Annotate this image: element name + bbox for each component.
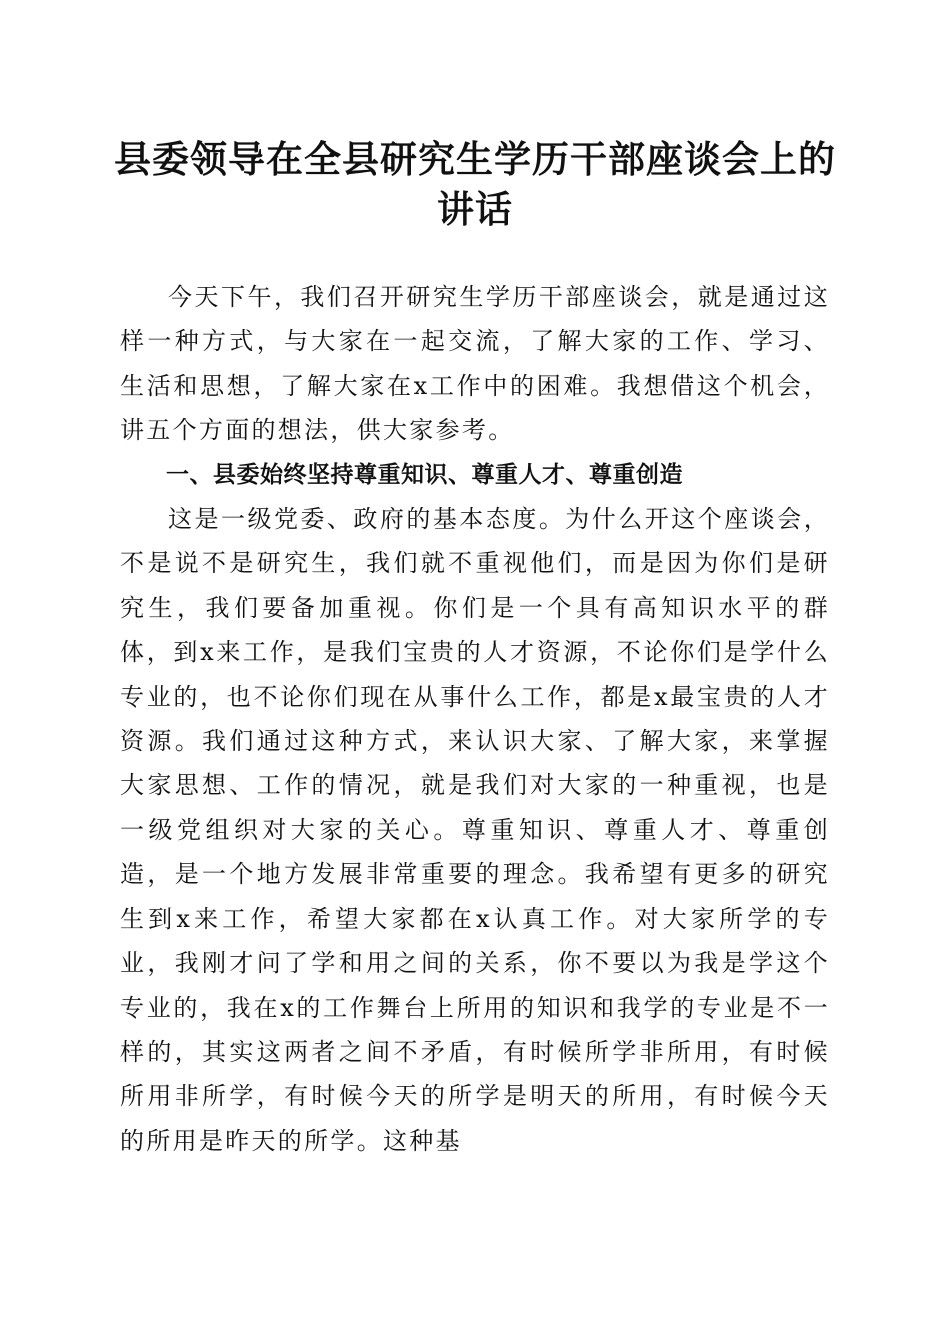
intro-paragraph: 今天下午，我们召开研究生学历干部座谈会，就是通过这样一种方式，与大家在一起交流，了解大家的工作、学习、生活和思想，了解大家在x工作中的困难。我想借这个机会，讲五个方面的想法，供大家参考。 [120, 283, 830, 445]
document-title: 县委领导在全县研究生学历干部座谈会上的讲话 [114, 137, 836, 231]
document-body [120, 275, 830, 1163]
section-heading-1: 一、县委始终坚持尊重知识、尊重人才、尊重创造 [166, 461, 683, 488]
section-1-paragraph: 这是一级党委、政府的基本态度。为什么开这个座谈会，不是说不是研究生，我们就不重视他们，而是因为你们是研究生，我们要备加重视。你们是一个具有高知识水平的群体，到x来工作，是我们宝贵的人才资源，不论你们是学什么专业的，也不论你们现在从事什么工作，都是x最宝贵的人才资源。我们通过这种方式，来认识大家、了解大家，来掌握大家思想、工作的情况，就是我们对大家的一种重视，也是一级党组织对大家的关心。尊重知识、尊重人才、尊重创造，是一个地方发展非常重要的理念。我希望有更多的研究生到x来工作，希望大家都在x认真工作。对大家所学的专业，我刚才问了学和用之间的关系，你不要以为我是学这个专业的，我在x的工作舞台上所用的知识和我学的专业是不一样的，其实这两者之间不矛盾，有时候所学非所用，有时候所用非所学，有时候今天的所学是明天的所用，有时候今天的所用是昨天的所学。这种基 [120, 505, 830, 1155]
